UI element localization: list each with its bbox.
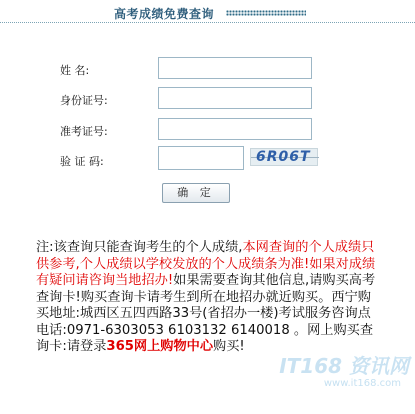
- notice-end: 购买!: [213, 339, 245, 354]
- page-header: [0, 0, 415, 26]
- header-divider: [0, 22, 415, 23]
- notice-purchase-info: 如果需要查询其他信息,请购买高考查询卡!购买查询卡请考生到所在地招办就近购买。西宁购买地址:城西区五四西路33号(省招办一楼)考试服务咨询点 电话:0971-6303053 6103132 6140018 。网上购买查询卡:请登录: [36, 273, 376, 354]
- admission-ticket-label: 准考证号:: [60, 125, 108, 138]
- notice-disclaimer: 本网查询的个人成绩只供参考,个人成绩以学校发放的个人成绩条为准!如果对成绩有疑问请咨询当地招办!: [36, 240, 376, 288]
- admission-ticket-input[interactable]: [158, 118, 312, 140]
- shopping-center-link[interactable]: 365网上购物中心: [106, 339, 214, 354]
- captcha-label: 验 证 码:: [60, 155, 104, 168]
- captcha-text: 6R06T: [256, 149, 311, 165]
- captcha-image[interactable]: [250, 148, 318, 166]
- watermark-url: www.it168.com: [323, 378, 401, 389]
- name-input[interactable]: [158, 57, 312, 79]
- name-label: 姓 名:: [60, 64, 90, 77]
- id-number-input[interactable]: [158, 87, 312, 109]
- notice-text: [36, 240, 380, 356]
- id-number-label: 身份证号:: [60, 94, 108, 107]
- watermark-logo: IT168 资讯网: [279, 354, 409, 378]
- captcha-input[interactable]: [158, 146, 244, 170]
- page-title: 高考成绩免费查询: [114, 7, 215, 21]
- submit-button[interactable]: 确 定: [162, 183, 230, 203]
- header-dot-pattern: [226, 10, 306, 16]
- notice-intro: 注:该查询只能查询考生的个人成绩,: [36, 240, 243, 255]
